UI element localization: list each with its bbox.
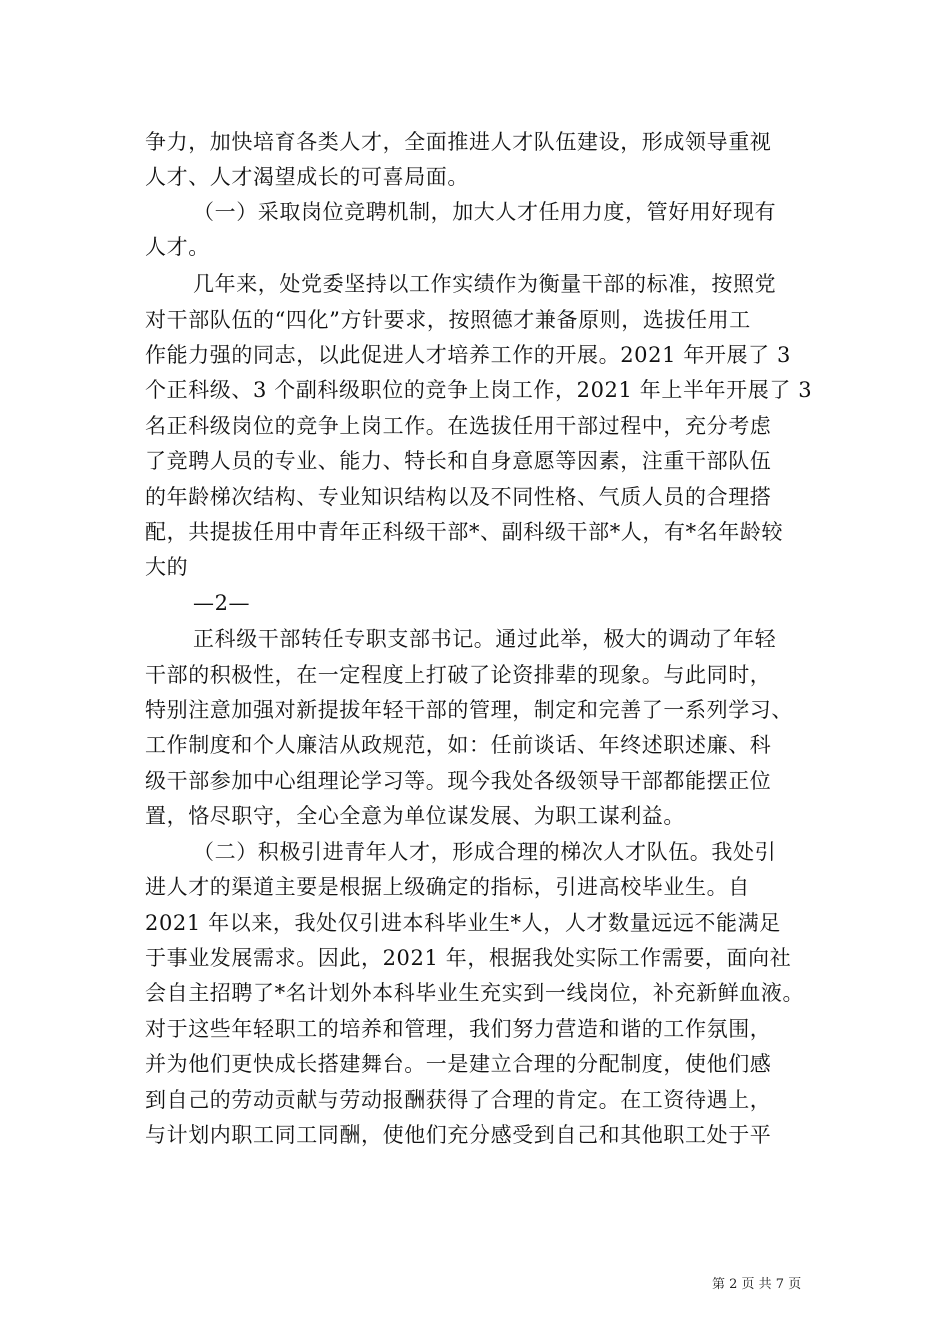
text-line: 干部的积极性，在一定程度上打破了论资排辈的现象。与此同时， [145, 663, 772, 687]
text-line: 2021 年以来，我处仅引进本科毕业生*人，人才数量远远不能满足 [145, 911, 781, 935]
text-line: 对于这些年轻职工的培养和管理，我们努力营造和谐的工作氛围， [145, 1017, 772, 1041]
section-heading-2: （二）积极引进青年人才，形成合理的梯次人才队伍。我处引 [193, 840, 777, 864]
text-line: 进人才的渠道主要是根据上级确定的指标，引进高校毕业生。自 [145, 875, 750, 899]
text-line: 特别注意加强对新提拔年轻干部的管理，制定和完善了一系列学习、 [145, 698, 793, 722]
text-line: 工作制度和个人廉洁从政规范，如：任前谈话、年终述职述廉、科 [145, 733, 772, 757]
text-line: 人才。 [145, 235, 210, 259]
page-footer: 第 2 页 共 7 页 [712, 1277, 802, 1292]
text-line: 级干部参加中心组理论学习等。现今我处各级领导干部都能摆正位 [145, 769, 772, 793]
text-line: 名正科级岗位的竞争上岗工作。在选拔任用干部过程中，充分考虑 [145, 414, 772, 438]
text-line: 争力，加快培育各类人才，全面推进人才队伍建设，形成领导重视 [145, 130, 772, 154]
section-heading-1: （一）采取岗位竞聘机制，加大人才任用力度，管好用好现有 [193, 200, 777, 224]
text-line: 与计划内职工同工同酬，使他们充分感受到自己和其他职工处于平 [145, 1123, 772, 1147]
text-line: 了竞聘人员的专业、能力、特长和自身意愿等因素，注重干部队伍 [145, 449, 772, 473]
text-line: 作能力强的同志，以此促进人才培养工作的开展。2021 年开展了 3 [145, 343, 791, 367]
text-line: 到自己的劳动贡献与劳动报酬获得了合理的肯定。在工资待遇上， [145, 1088, 772, 1112]
text-line: 会自主招聘了*名计划外本科毕业生充实到一线岗位，补充新鲜血液。 [145, 981, 805, 1005]
text-line: 并为他们更快成长搭建舞台。一是建立合理的分配制度，使他们感 [145, 1052, 772, 1076]
text-line: 于事业发展需求。因此，2021 年，根据我处实际工作需要，面向社 [145, 946, 792, 970]
text-line: 几年来，处党委坚持以工作实绩作为衡量干部的标准，按照党 [193, 272, 777, 296]
text-line: 对干部队伍的“四化”方针要求，按照德才兼备原则，选拔任用工 [145, 308, 751, 332]
text-line: 的年龄梯次结构、专业知识结构以及不同性格、气质人员的合理搭 [145, 485, 772, 509]
text-line: 正科级干部转任专职支部书记。通过此举，极大的调动了年轻 [193, 627, 777, 651]
inline-page-number: —2— [193, 591, 251, 615]
text-line: 置，恪尽职守，全心全意为单位谋发展、为职工谋利益。 [145, 804, 685, 828]
text-line: 配，共提拔任用中青年正科级干部*、副科级干部*人，有*名年龄较 [145, 520, 784, 544]
text-line: 个正科级、3 个副科级职位的竞争上岗工作，2021 年上半年开展了 3 [145, 378, 813, 402]
text-line: 人才、人才渴望成长的可喜局面。 [145, 165, 469, 189]
text-line: 大的 [145, 555, 189, 579]
